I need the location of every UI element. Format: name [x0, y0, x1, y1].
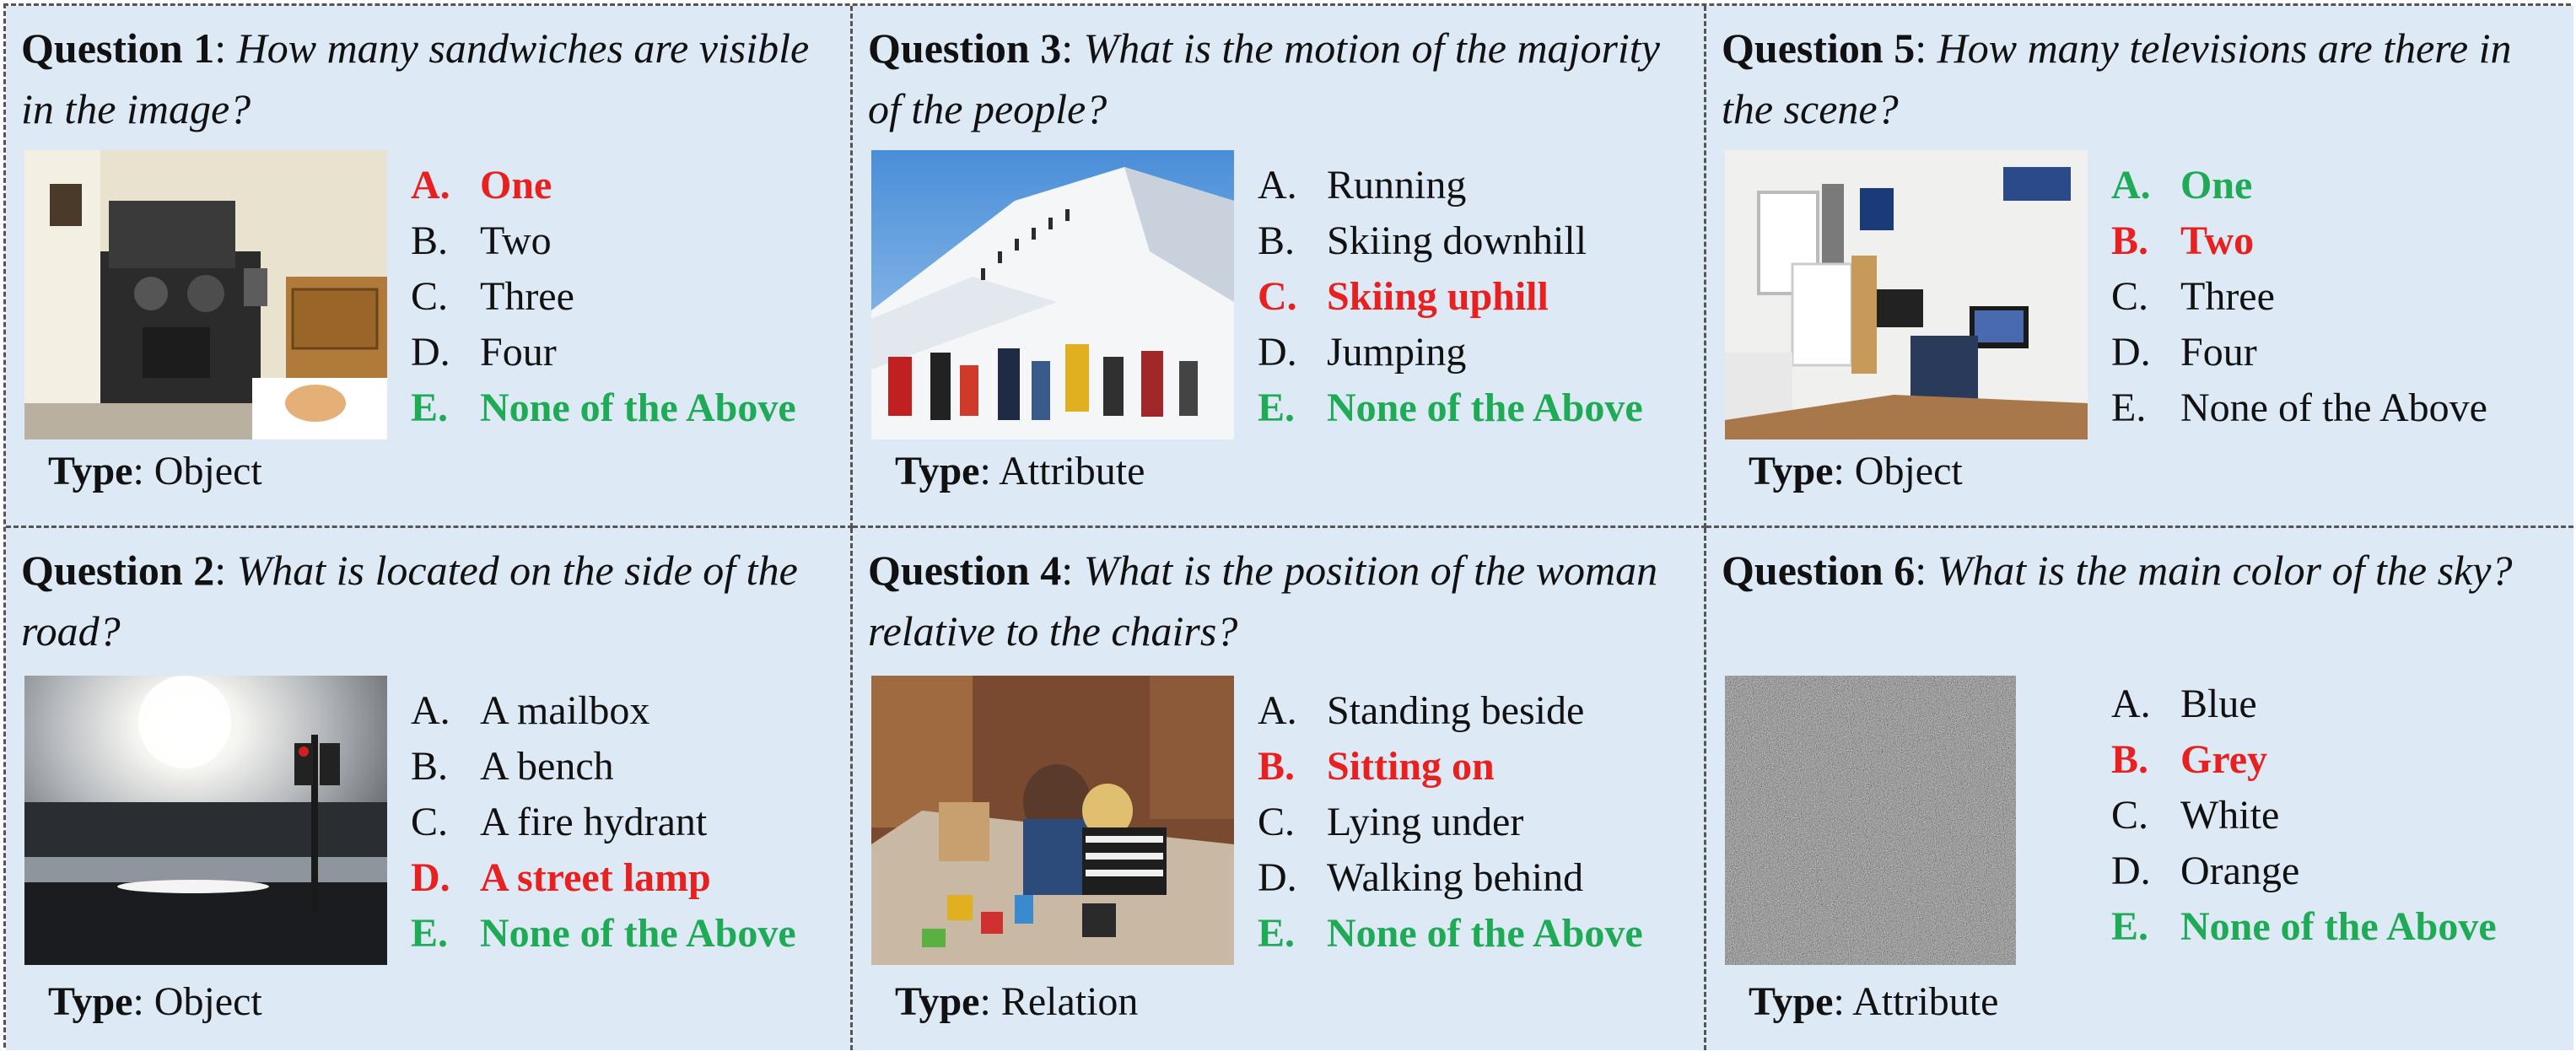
- question-grid: [3, 3, 2571, 1048]
- question-text: Question 5: How many televisions are there in the scene?: [1722, 24, 2512, 132]
- answer-options: [411, 683, 796, 962]
- option-e[interactable]: E. None of the Above: [411, 385, 796, 430]
- question-body: How many sandwiches are visible in the image?: [21, 24, 810, 132]
- option-c[interactable]: C. A fire hydrant: [411, 800, 708, 844]
- option-b[interactable]: B. Sitting on: [1258, 744, 1495, 789]
- option-b[interactable]: B. Skiing downhill: [1258, 218, 1587, 263]
- option-a[interactable]: A. Running: [1258, 163, 1467, 208]
- option-a[interactable]: A. Blue: [2111, 682, 2257, 726]
- option-e[interactable]: E. None of the Above: [1258, 911, 1643, 956]
- option-a[interactable]: A. A mailbox: [411, 688, 650, 733]
- sunset-road-photo: [24, 676, 387, 965]
- option-c[interactable]: C. Three: [2111, 274, 2275, 319]
- option-a[interactable]: A. Standing beside: [1258, 688, 1585, 733]
- answer-options: [1258, 158, 1643, 436]
- question-number: Question 1: [21, 24, 215, 72]
- question-type: Type: Attribute: [1749, 979, 1999, 1024]
- question-type: Type: Attribute: [895, 449, 1145, 493]
- option-b[interactable]: B. A bench: [411, 744, 614, 789]
- question-body: How many televisions are there in the scene?: [1722, 24, 2512, 132]
- option-e[interactable]: E. None of the Above: [411, 911, 796, 956]
- answer-options: [1258, 683, 1643, 962]
- question-text: Question 3: What is the motion of the majority of the people?: [868, 24, 1660, 132]
- answer-options: [2111, 158, 2487, 436]
- question-card-1: [6, 6, 853, 528]
- option-a[interactable]: A. One: [2111, 163, 2253, 208]
- question-card-6: [1706, 528, 2573, 1050]
- option-b[interactable]: B. Grey: [2111, 737, 2268, 782]
- option-d[interactable]: D. Four: [2111, 330, 2257, 375]
- option-b[interactable]: B. Two: [411, 218, 552, 263]
- option-e[interactable]: E. None of the Above: [2111, 904, 2497, 949]
- ski-slope-photo: [871, 150, 1234, 439]
- question-card-3: [853, 6, 1706, 528]
- option-c[interactable]: C. Skiing uphill: [1258, 274, 1549, 319]
- option-d[interactable]: D. Orange: [2111, 849, 2300, 893]
- kitchen-stove-photo: [24, 150, 387, 439]
- option-d[interactable]: D. Four: [411, 330, 557, 375]
- question-card-5: [1706, 6, 2573, 528]
- option-a[interactable]: A. One: [411, 163, 552, 208]
- answer-options: [411, 158, 796, 436]
- question-type: Type: Object: [1749, 449, 1963, 493]
- question-number: Question 5: [1722, 24, 1916, 72]
- question-number: Question 3: [868, 24, 1062, 72]
- option-e[interactable]: E. None of the Above: [2111, 385, 2487, 430]
- option-e[interactable]: E. None of the Above: [1258, 385, 1643, 430]
- answer-options: [2111, 676, 2497, 955]
- question-body: What is the position of the woman relative to the chairs?: [868, 547, 1658, 655]
- question-text: Question 2: What is located on the side of the road?: [21, 547, 798, 655]
- option-d[interactable]: D. Walking behind: [1258, 855, 1584, 900]
- question-text: Question 1: How many sandwiches are visible in the image?: [21, 24, 810, 132]
- question-body: What is located on the side of the road?: [21, 547, 798, 655]
- question-type: Type: Relation: [895, 979, 1139, 1024]
- option-d[interactable]: D. A street lamp: [411, 855, 711, 900]
- question-body: What is the main color of the sky?: [1937, 547, 2513, 594]
- question-text: Question 6: What is the main color of the sky?: [1722, 547, 2513, 594]
- question-number: Question 6: [1722, 547, 1916, 594]
- question-body: What is the motion of the majority of the people?: [868, 24, 1660, 132]
- option-c[interactable]: C. Three: [411, 274, 574, 319]
- question-card-2: [6, 528, 853, 1050]
- option-c[interactable]: C. White: [2111, 793, 2280, 838]
- option-d[interactable]: D. Jumping: [1258, 330, 1467, 375]
- question-text: Question 4: What is the position of the woman relative to the chairs?: [868, 547, 1658, 655]
- question-type: Type: Object: [48, 979, 262, 1024]
- bedroom-office-photo: [1725, 150, 2088, 439]
- question-number: Question 4: [868, 547, 1062, 594]
- option-c[interactable]: C. Lying under: [1258, 800, 1524, 844]
- question-card-4: [853, 528, 1706, 1050]
- question-type: Type: Object: [48, 449, 262, 493]
- random-noise-image: [1725, 676, 2016, 965]
- question-number: Question 2: [21, 547, 215, 594]
- living-room-play-photo: [871, 676, 1234, 965]
- option-b[interactable]: B. Two: [2111, 218, 2255, 263]
